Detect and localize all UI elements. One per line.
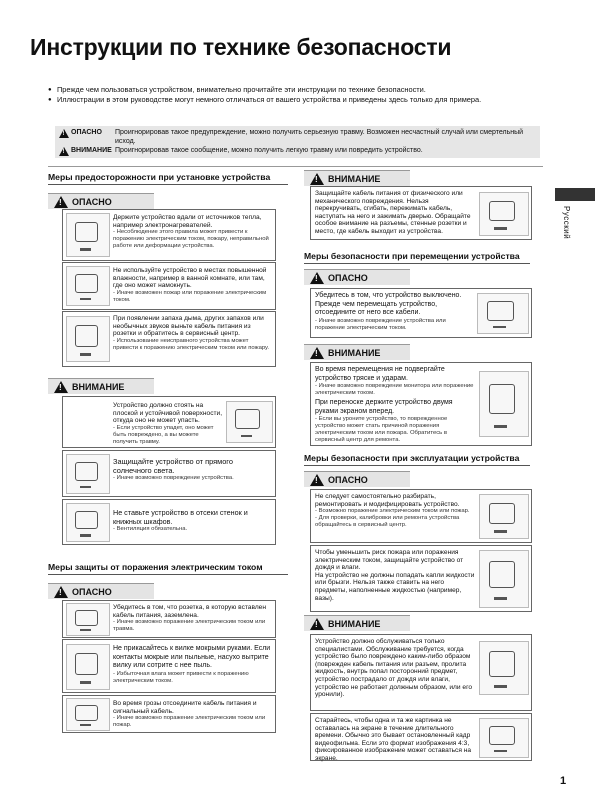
install-danger-box-2 [62, 262, 276, 310]
item-text: Не следует самостоятельно разбирать, ремонтировать и модифицировать устройство. [315, 493, 460, 508]
disassemble-illustration [479, 494, 529, 539]
use-danger-box-2 [310, 545, 532, 612]
shock-heading: Меры защиты от поражения электрическим током [48, 562, 288, 575]
cable-warning-box [310, 186, 532, 240]
shock-danger-box-2 [62, 639, 276, 693]
install-warning-box-3 [62, 499, 276, 545]
item-text: При появлении запаха дыма, других запахов или необычных звуков выньте кабель питания из розетки и обратитесь в сервисный центр. [113, 315, 264, 338]
divider [48, 166, 543, 167]
warning-chip: ! ВНИМАНИЕ [304, 615, 410, 631]
warning-triangle-icon [54, 381, 68, 393]
warning-triangle-icon [59, 147, 69, 156]
warning-triangle-icon [310, 272, 324, 284]
item-text: Устройство должно стоять на плоской и устойчивой поверхности, откуда оно не может упасть. [113, 402, 223, 425]
legend-danger-text: Проигнорировав такое предупреждение, можно получить серьезную травму. Возможен несчастный случай или смертельный исход. [115, 129, 524, 145]
item-text: Устройство должно обслуживаться только специалистами. Обслуживание требуется, когда устройство было повреждено каким-либо образом (поврежден кабель питания или разъем, пролита жидкость, внутрь попал посторонний предмет, устройство пострадало от дождя или влаги, устройство не работает должным образом, или его уронили). [315, 638, 473, 699]
move-heading: Меры безопасности при перемещении устройства [304, 251, 530, 264]
warning-triangle-icon [310, 347, 324, 359]
warning-triangle-icon [59, 129, 69, 138]
item-subtext: - Если устройство упадет, оно может быть повреждено, а вы можете получить травму. [113, 424, 214, 445]
warning-chip: ! ВНИМАНИЕ [304, 170, 410, 186]
item-text: Защищайте кабель питания от физического или механического повреждения. Нельзя перекручивать, сгибать, пережимать кабель, наступать на него и зажимать дверью. Обращайте особое внимание на разъемы, стенные розетки и место, где кабель выходит из устройства. [315, 190, 471, 235]
item-text: При переноске держите устройство двумя руками экраном вперед. [315, 399, 453, 415]
cable-illustration [479, 192, 529, 236]
heater-illustration [66, 213, 110, 257]
vase-illustration [479, 550, 529, 608]
item-text: Защищайте устройство от прямого солнечного света. [113, 457, 233, 475]
use-danger-box-1 [310, 489, 532, 543]
legend-danger-row [59, 129, 525, 146]
move-warning-box [310, 362, 532, 446]
item-text: Чтобы уменьшить риск пожара или поражения электрическим током, защищайте устройство от дождя и влаги. На устройство не должны попадать капли жидкости или брызги. Нельзя также ставить на него предметы, наполненные жидкостью (например, вазы). [315, 549, 475, 602]
warning-triangle-icon [310, 618, 324, 630]
table-illustration [226, 401, 273, 443]
intro-item: ● Иллюстрации в этом руководстве могут немного отличаться от вашего устройства и приведены здесь только для примера. [48, 95, 548, 105]
danger-chip: ! ОПАСНО [304, 471, 410, 487]
item-subtext: - Иначе возможно повреждение устройства. [113, 475, 234, 481]
item-subtext: - Иначе возможен пожар или поражение электрическим током. [113, 289, 267, 303]
item-text: Убедитесь в том, что розетка, в которую вставлен кабель питания, заземлена. [113, 604, 266, 619]
language-label: Русский [562, 206, 571, 240]
use-warning-box-1 [310, 634, 532, 711]
use-warning-box-2 [310, 713, 532, 761]
shelf-illustration [66, 503, 110, 542]
legend-box [55, 126, 540, 158]
install-warning-box-1 [62, 396, 276, 448]
item-subtext: - Использование неисправного устройства может привести к поражению электрическим током или пожару. [113, 337, 270, 351]
legend-warning-text: Проигнорировав такое сообщение, можно получить легкую травму или повредить устройство. [115, 147, 423, 154]
item-subtext: - Если вы уроните устройство, то поврежденное устройство может стать причиной поражения электрическим током или пожара. Обратитесь в сервисный центр для ремонта. [315, 416, 448, 444]
intro-list [48, 85, 548, 105]
item-text: Убедитесь в том, что устройство выключено. Прежде чем перемещать устройство, отсоедините от него все кабели. [315, 292, 462, 317]
warning-triangle-icon [54, 586, 68, 598]
item-text: Во время грозы отсоедините кабель питания и сигнальный кабель. [113, 700, 257, 715]
install-heading: Меры предосторожности при установке устройства [48, 172, 288, 185]
unplug-illustration [477, 293, 529, 334]
page-number: 1 [560, 775, 567, 787]
item-text: Старайтесь, чтобы одна и та же картинка не оставалась на экране в течение длительного времени. Обычно это бывает остановленный кадр видеофильма. Если это формат изображения 4:3, фиксированное изображение может оставаться на экране. [315, 717, 472, 762]
wet-hands-illustration [66, 644, 110, 690]
bathroom-illustration [66, 266, 110, 306]
warning-triangle-icon [310, 173, 324, 185]
legend-danger-label: ОПАСНО [71, 129, 102, 136]
item-subtext: - Иначе возможно повреждение монитора или поражение электрическим током. [315, 383, 474, 397]
use-heading: Меры безопасности при эксплуатации устройства [304, 453, 530, 466]
item-text: Не используйте устройство в местах повышенной влажности, например в ванной комнате, или там, где оно может намокнуть. [113, 267, 267, 290]
danger-chip: ! ОПАСНО [48, 193, 154, 209]
shock-danger-box-1 [62, 600, 276, 638]
warning-chip: ! ВНИМАНИЕ [304, 344, 410, 360]
legend-warning-label: ВНИМАНИЕ [71, 147, 112, 154]
item-subtext: - Вентиляция обязательна. [113, 526, 188, 532]
still-image-illustration [479, 718, 529, 758]
item-subtext: - Иначе возможно поражение электрическим током или пожар. [113, 715, 266, 729]
install-warning-box-2 [62, 450, 276, 497]
sun-illustration [66, 454, 110, 494]
item-text: Держите устройство вдали от источников тепла, например электронагревателей. [113, 214, 262, 229]
warning-triangle-icon [54, 196, 68, 208]
page-title: Инструкции по технике безопасности [30, 34, 452, 60]
install-danger-box-1 [62, 209, 276, 261]
warning-triangle-icon [310, 474, 324, 486]
install-danger-box-3 [62, 311, 276, 367]
intro-item: ● Прежде чем пользоваться устройством, внимательно прочитайте эти инструкции по технике безопасности. [48, 85, 548, 95]
service-illustration [479, 641, 529, 695]
carry-illustration [479, 371, 529, 437]
smoke-illustration [66, 316, 110, 362]
warning-chip: ! ВНИМАНИЕ [48, 378, 154, 394]
storm-illustration [66, 698, 110, 731]
item-subtext: - Иначе возможно повреждение устройства или поражение электрическим током. [315, 317, 446, 331]
language-tab [555, 188, 595, 201]
item-text: Не ставьте устройство в отсеки стенок и книжных шкафов. [113, 508, 248, 526]
danger-chip: ! ОПАСНО [48, 583, 154, 599]
item-subtext: - Несоблюдение этого правила может привести к поражению электрическим током, пожару, неправильной работе или деформации устройства. [113, 229, 269, 250]
item-subtext: - Избыточная влага может привести к поражению электрическим током. [113, 670, 249, 684]
item-subtext: - Иначе возможно поражение электрическим током или травма. [113, 619, 266, 633]
item-text: Не прикасайтесь к вилке мокрыми руками. Если контакты мокрые или пыльные, насухо вытрите вилку или сотрите с нее пыль. [113, 645, 271, 670]
item-subtext: - Возможно поражение электрическим током или пожар. - Для проверки, калибровки или ремонта устройства обращайтесь в сервисный центр. [315, 508, 470, 529]
danger-chip: ! ОПАСНО [304, 269, 410, 285]
outlet-illustration [66, 603, 110, 636]
move-danger-box [310, 288, 532, 338]
legend-warning-row [59, 147, 525, 156]
shock-danger-box-3 [62, 695, 276, 733]
item-text: Во время перемещения не подвергайте устройство тряске и ударам. [315, 366, 445, 382]
